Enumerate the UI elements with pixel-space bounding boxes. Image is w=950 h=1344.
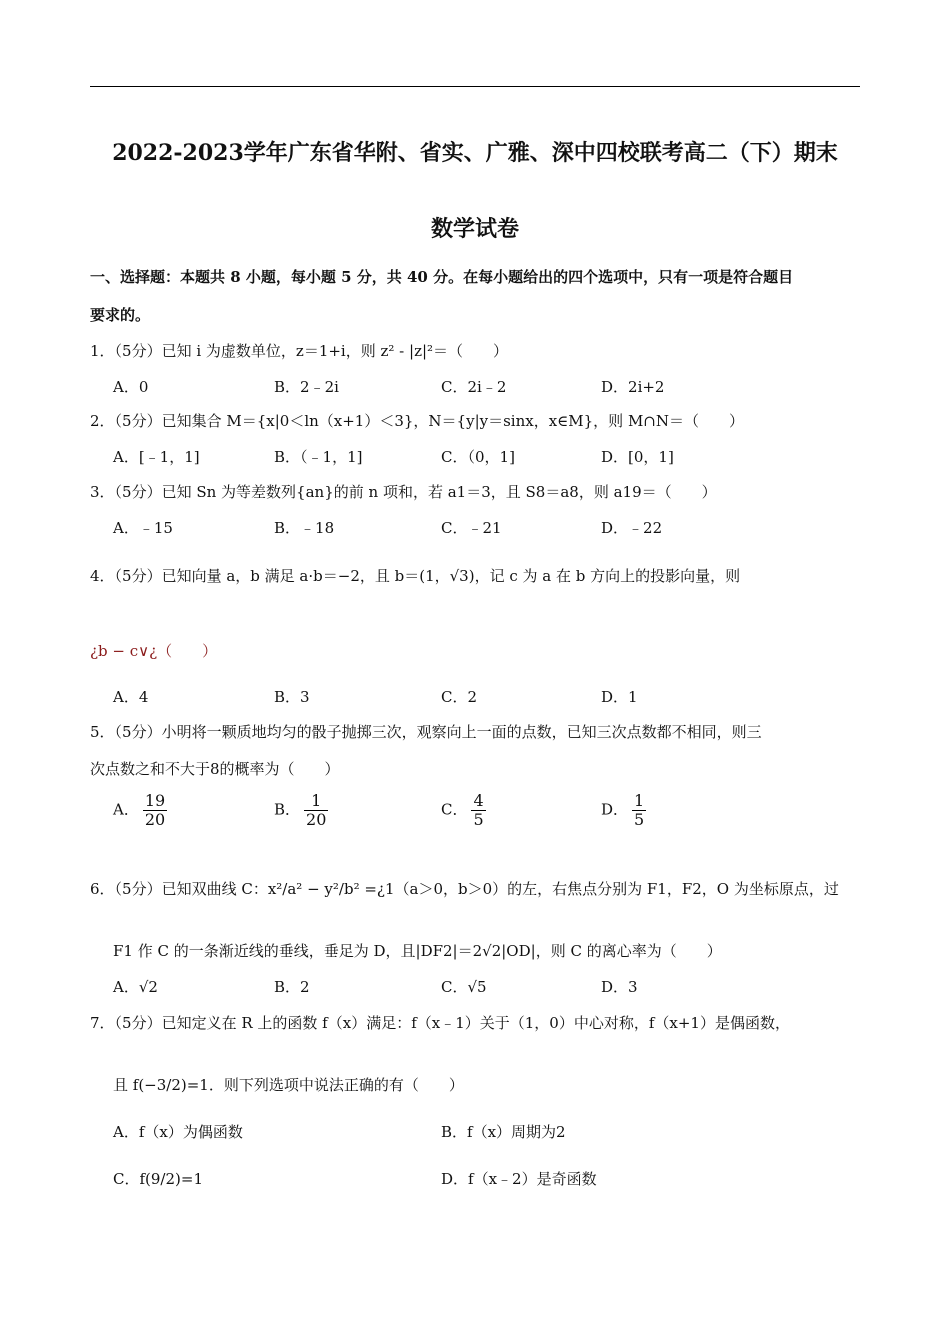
fraction: $\frac{1}{5}$ xyxy=(634,791,645,829)
top-rule xyxy=(90,86,860,87)
option-label: B． xyxy=(274,800,301,819)
q3-option-a[interactable]: A．﹣15 xyxy=(113,519,173,537)
q7-option-b[interactable]: B．f（x）周期为2 xyxy=(441,1123,566,1141)
question-5-line1: 5．（5分）小明将一颗质地均匀的骰子抛掷三次，观察向上一面的点数，已知三次点数都不相同，则三 xyxy=(90,723,762,741)
option-label: C． xyxy=(441,800,468,819)
section-header-line2: 要求的。 xyxy=(90,306,151,324)
q2-option-b[interactable]: B．（﹣1，1] xyxy=(274,448,363,466)
question-4-line1: 4．（5分）已知向量 a，b 满足 a·b＝−2，且 b＝(1，√3)，记 c 为 a 在 b 方向上的投影向量，则 xyxy=(90,567,741,585)
question-4-line2: ¿b − c∨¿（ ） xyxy=(90,642,218,660)
q7-option-a[interactable]: A．f（x）为偶函数 xyxy=(113,1123,243,1141)
question-2: 2．（5分）已知集合 M＝{x|0＜ln（x+1）＜3}，N＝{y|y＝sinx，x∈M}，则 M∩N＝（ ） xyxy=(90,412,745,430)
q1-option-d[interactable]: D．2i+2 xyxy=(601,378,665,396)
q2-option-a[interactable]: A．[﹣1，1] xyxy=(113,448,200,466)
paper-title: 2022-2023学年广东省华附、省实、广雅、深中四校联考高二（下）期末 xyxy=(112,140,838,166)
question-6-line1: 6．（5分）已知双曲线 C：x²/a² − y²/b² =¿1（a＞0，b＞0）的左，右焦点分别为 F1，F2，O 为坐标原点，过 xyxy=(90,880,839,898)
q6-option-b[interactable]: B．2 xyxy=(274,978,310,996)
q3-option-b[interactable]: B．﹣18 xyxy=(274,519,335,537)
q7-option-c[interactable]: C．f(9/2)=1 xyxy=(113,1170,203,1188)
question-7-line2: 且 f(−3/2)=1．则下列选项中说法正确的有（ ） xyxy=(113,1076,464,1094)
fraction: $\frac{1}{20}$ xyxy=(306,791,327,829)
q6-option-d[interactable]: D．3 xyxy=(601,978,638,996)
q7-option-d[interactable]: D．f（x﹣2）是奇函数 xyxy=(441,1170,597,1188)
q3-option-c[interactable]: C．﹣21 xyxy=(441,519,502,537)
q5-option-a[interactable] xyxy=(113,792,171,829)
q1-option-c[interactable]: C．2i﹣2 xyxy=(441,378,507,396)
q5-option-b[interactable] xyxy=(274,792,332,829)
fraction: $\frac{19}{20}$ xyxy=(144,791,166,829)
option-label: A． xyxy=(113,800,139,819)
option-label: D． xyxy=(601,800,629,819)
q6-option-a[interactable]: A．√2 xyxy=(113,978,158,996)
q1-option-a[interactable]: A．0 xyxy=(113,378,149,396)
q5-option-d[interactable] xyxy=(601,792,650,829)
question-5-line2: 次点数之和不大于8的概率为（ ） xyxy=(90,760,340,778)
q4-option-d[interactable]: D．1 xyxy=(601,688,638,706)
question-6-line2: F1 作 C 的一条渐近线的垂线，垂足为 D，且|DF2|＝2√2|OD|，则 C 的离心率为（ ） xyxy=(113,942,722,960)
q5-option-c[interactable] xyxy=(441,792,490,829)
paper-subtitle: 数学试卷 xyxy=(430,216,519,242)
q1-option-b[interactable]: B．2﹣2i xyxy=(274,378,339,396)
question-7-line1: 7．（5分）已知定义在 R 上的函数 f（x）满足：f（x﹣1）关于（1，0）中心对称，f（x+1）是偶函数， xyxy=(90,1014,790,1032)
q6-option-c[interactable]: C．√5 xyxy=(441,978,487,996)
q4-option-b[interactable]: B．3 xyxy=(274,688,310,706)
section-header-line1: 一、选择题：本题共 8 小题，每小题 5 分，共 40 分。在每小题给出的四个选项中，只有一项是符合题目 xyxy=(90,268,794,286)
q3-option-d[interactable]: D．﹣22 xyxy=(601,519,663,537)
q4-option-c[interactable]: C．2 xyxy=(441,688,478,706)
q4-option-a[interactable]: A．4 xyxy=(113,688,149,706)
fraction: $\frac{4}{5}$ xyxy=(473,791,484,829)
question-1: 1．（5分）已知 i 为虚数单位，z＝1+i，则 z² ‑ |z|²＝（ ） xyxy=(90,342,509,360)
q2-option-d[interactable]: D．[0，1] xyxy=(601,448,674,466)
question-3: 3．（5分）已知 Sn 为等差数列{an}的前 n 项和，若 a1＝3，且 S8＝a8，则 a19＝（ ） xyxy=(90,483,717,501)
q2-option-c[interactable]: C．（0，1] xyxy=(441,448,515,466)
